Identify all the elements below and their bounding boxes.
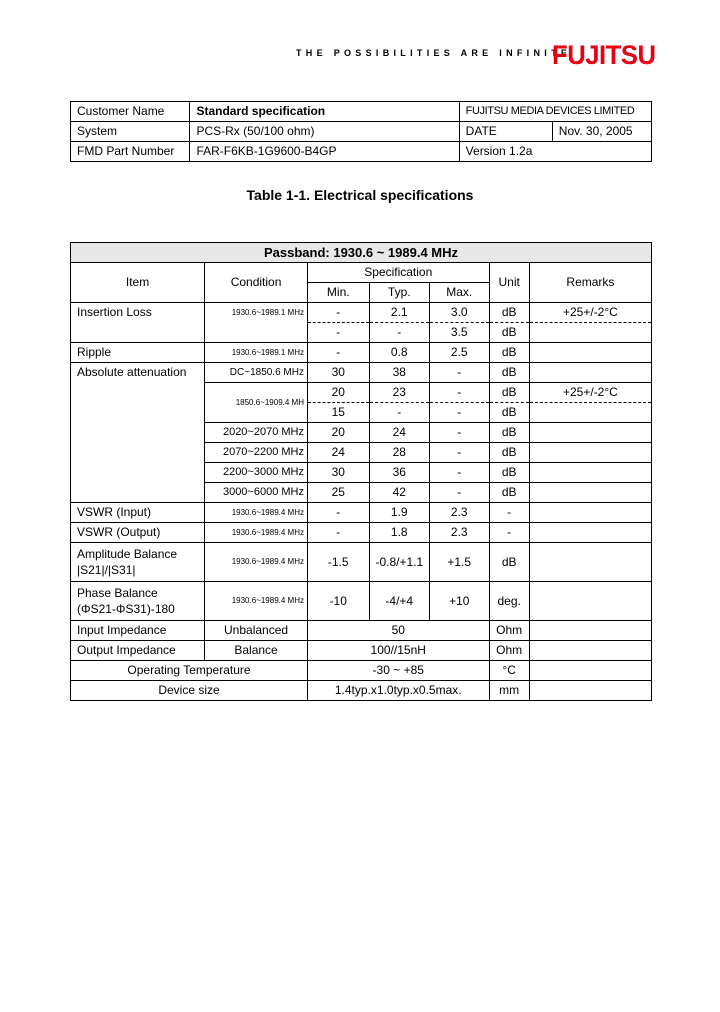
table-row bbox=[71, 503, 652, 523]
table-row bbox=[71, 641, 652, 661]
max-cell: 2.3 bbox=[430, 523, 490, 543]
max-cell: - bbox=[430, 463, 490, 483]
unit-cell: dB bbox=[489, 383, 529, 403]
item-cell bbox=[71, 543, 205, 582]
max-cell: 3.5 bbox=[430, 323, 490, 343]
unit-cell: dB bbox=[489, 543, 529, 582]
min-cell: 24 bbox=[307, 443, 369, 463]
condition-cell: 2200~3000 MHz bbox=[205, 463, 308, 483]
unit-cell: dB bbox=[489, 483, 529, 503]
system-value: PCS-Rx (50/100 ohm) bbox=[190, 122, 459, 142]
date-label: DATE bbox=[459, 122, 552, 142]
value-cell: 1.4typ.x1.0typ.x0.5max. bbox=[307, 681, 489, 701]
remarks-cell bbox=[529, 443, 651, 463]
remarks-cell bbox=[529, 363, 651, 383]
typ-cell: 42 bbox=[369, 483, 430, 503]
condition-cell: 3000~6000 MHz bbox=[205, 483, 308, 503]
passband-header: Passband: 1930.6 ~ 1989.4 MHz bbox=[71, 243, 652, 263]
condition-cell: 1930.6~1989.1 MHz bbox=[205, 343, 308, 363]
remarks-cell: +25+/-2°C bbox=[529, 303, 651, 323]
condition-cell: 2020~2070 MHz bbox=[205, 423, 308, 443]
remarks-cell bbox=[529, 503, 651, 523]
condition-cell: DC~1850.6 MHz bbox=[205, 363, 308, 383]
col-condition: Condition bbox=[205, 263, 308, 303]
item-cell: Ripple bbox=[71, 343, 205, 363]
value-cell: 100//15nH bbox=[307, 641, 489, 661]
min-cell: -10 bbox=[307, 582, 369, 621]
max-cell: - bbox=[430, 443, 490, 463]
min-cell: - bbox=[307, 503, 369, 523]
min-cell: - bbox=[307, 523, 369, 543]
condition-cell bbox=[205, 323, 308, 343]
item-cell: VSWR (Output) bbox=[71, 523, 205, 543]
col-remarks: Remarks bbox=[529, 263, 651, 303]
item-cell: Output Impedance bbox=[71, 641, 205, 661]
remarks-cell bbox=[529, 621, 651, 641]
unit-cell: Ohm bbox=[489, 641, 529, 661]
typ-cell: 38 bbox=[369, 363, 430, 383]
min-cell: 20 bbox=[307, 383, 369, 403]
condition-cell: Balance bbox=[205, 641, 308, 661]
item-cell bbox=[71, 582, 205, 621]
item-cell: Device size bbox=[71, 681, 308, 701]
col-specification: Specification bbox=[307, 263, 489, 283]
condition-cell: 2070~2200 MHz bbox=[205, 443, 308, 463]
condition-cell: 1930.6~1989.4 MHz bbox=[205, 503, 308, 523]
max-cell: - bbox=[430, 483, 490, 503]
item-cell: Absolute attenuation bbox=[71, 363, 205, 503]
col-min: Min. bbox=[307, 283, 369, 303]
item-cell: Operating Temperature bbox=[71, 661, 308, 681]
part-label: FMD Part Number bbox=[71, 142, 190, 162]
typ-cell: 2.1 bbox=[369, 303, 430, 323]
remarks-cell bbox=[529, 543, 651, 582]
table-row bbox=[71, 543, 652, 582]
typ-cell: 1.9 bbox=[369, 503, 430, 523]
typ-cell: - bbox=[369, 403, 430, 423]
unit-cell: dB bbox=[489, 423, 529, 443]
item-cell: Insertion Loss bbox=[71, 303, 205, 323]
unit-cell: dB bbox=[489, 303, 529, 323]
item-line: Amplitude Balance bbox=[77, 547, 178, 561]
item-cell bbox=[71, 323, 205, 343]
table-row bbox=[71, 661, 652, 681]
max-cell: 2.5 bbox=[430, 343, 490, 363]
item-cell: VSWR (Input) bbox=[71, 503, 205, 523]
table-row bbox=[71, 323, 652, 343]
typ-cell: -0.8/+1.1 bbox=[369, 543, 430, 582]
unit-cell: °C bbox=[489, 661, 529, 681]
min-cell: - bbox=[307, 303, 369, 323]
min-cell: 25 bbox=[307, 483, 369, 503]
table-row bbox=[71, 681, 652, 701]
min-cell: -1.5 bbox=[307, 543, 369, 582]
value-cell: 50 bbox=[307, 621, 489, 641]
min-cell: 15 bbox=[307, 403, 369, 423]
unit-cell: dB bbox=[489, 463, 529, 483]
company-name: FUJITSU MEDIA DEVICES LIMITED bbox=[459, 102, 651, 122]
item-line: (ΦS21-ΦS31)-180 bbox=[77, 602, 175, 616]
system-label: System bbox=[71, 122, 190, 142]
max-cell: - bbox=[430, 403, 490, 423]
customer-value: Standard specification bbox=[190, 102, 459, 122]
min-cell: - bbox=[307, 323, 369, 343]
remarks-cell bbox=[529, 423, 651, 443]
col-typ: Typ. bbox=[369, 283, 430, 303]
spec-table bbox=[70, 242, 652, 701]
remarks-cell bbox=[529, 483, 651, 503]
unit-cell: dB bbox=[489, 323, 529, 343]
typ-cell: 28 bbox=[369, 443, 430, 463]
unit-cell: deg. bbox=[489, 582, 529, 621]
customer-label: Customer Name bbox=[71, 102, 190, 122]
unit-cell: - bbox=[489, 503, 529, 523]
remarks-cell bbox=[529, 403, 651, 423]
table-row bbox=[71, 582, 652, 621]
col-item: Item bbox=[71, 263, 205, 303]
col-unit: Unit bbox=[489, 263, 529, 303]
table-row bbox=[71, 303, 652, 323]
remarks-cell bbox=[529, 323, 651, 343]
table-row bbox=[71, 343, 652, 363]
fujitsu-logo: FUJITSU bbox=[552, 40, 656, 70]
min-cell: 30 bbox=[307, 463, 369, 483]
min-cell: - bbox=[307, 343, 369, 363]
remarks-cell bbox=[529, 582, 651, 621]
remarks-cell bbox=[529, 343, 651, 363]
col-max: Max. bbox=[430, 283, 490, 303]
max-cell: 3.0 bbox=[430, 303, 490, 323]
remarks-cell bbox=[529, 463, 651, 483]
max-cell: - bbox=[430, 383, 490, 403]
max-cell: - bbox=[430, 363, 490, 383]
remarks-cell bbox=[529, 641, 651, 661]
min-cell: 30 bbox=[307, 363, 369, 383]
item-line: Phase Balance bbox=[77, 586, 158, 600]
typ-cell: -4/+4 bbox=[369, 582, 430, 621]
item-cell: Input Impedance bbox=[71, 621, 205, 641]
typ-cell: 0.8 bbox=[369, 343, 430, 363]
unit-cell: - bbox=[489, 523, 529, 543]
condition-cell: 1930.6~1989.4 MHz bbox=[205, 582, 308, 621]
item-line: |S21|/|S31| bbox=[77, 563, 136, 577]
condition-cell: 1850.6~1909.4 MH bbox=[205, 383, 308, 423]
unit-cell: dB bbox=[489, 443, 529, 463]
remarks-cell bbox=[529, 523, 651, 543]
version: Version 1.2a bbox=[459, 142, 651, 162]
condition-cell: 1930.6~1989.4 MHz bbox=[205, 523, 308, 543]
condition-cell: 1930.6~1989.1 MHz bbox=[205, 303, 308, 323]
value-cell: -30 ~ +85 bbox=[307, 661, 489, 681]
unit-cell: dB bbox=[489, 363, 529, 383]
remarks-cell bbox=[529, 661, 651, 681]
unit-cell: dB bbox=[489, 403, 529, 423]
min-cell: 20 bbox=[307, 423, 369, 443]
table-row bbox=[71, 621, 652, 641]
table-title: Table 1-1. Electrical specifications bbox=[246, 187, 474, 203]
typ-cell: 24 bbox=[369, 423, 430, 443]
max-cell: +10 bbox=[430, 582, 490, 621]
remarks-cell: +25+/-2°C bbox=[529, 383, 651, 403]
condition-cell: Unbalanced bbox=[205, 621, 308, 641]
date-value: Nov. 30, 2005 bbox=[552, 122, 651, 142]
info-table bbox=[70, 101, 652, 162]
typ-cell: 1.8 bbox=[369, 523, 430, 543]
condition-cell: 1930.6~1989.4 MHz bbox=[205, 543, 308, 582]
typ-cell: - bbox=[369, 323, 430, 343]
max-cell: - bbox=[430, 423, 490, 443]
unit-cell: dB bbox=[489, 343, 529, 363]
unit-cell: mm bbox=[489, 681, 529, 701]
table-row bbox=[71, 363, 652, 383]
max-cell: 2.3 bbox=[430, 503, 490, 523]
remarks-cell bbox=[529, 681, 651, 701]
tagline: THE POSSIBILITIES ARE INFINITE bbox=[296, 48, 572, 58]
unit-cell: Ohm bbox=[489, 621, 529, 641]
table-row bbox=[71, 523, 652, 543]
part-value: FAR-F6KB-1G9600-B4GP bbox=[190, 142, 459, 162]
max-cell: +1.5 bbox=[430, 543, 490, 582]
typ-cell: 36 bbox=[369, 463, 430, 483]
typ-cell: 23 bbox=[369, 383, 430, 403]
